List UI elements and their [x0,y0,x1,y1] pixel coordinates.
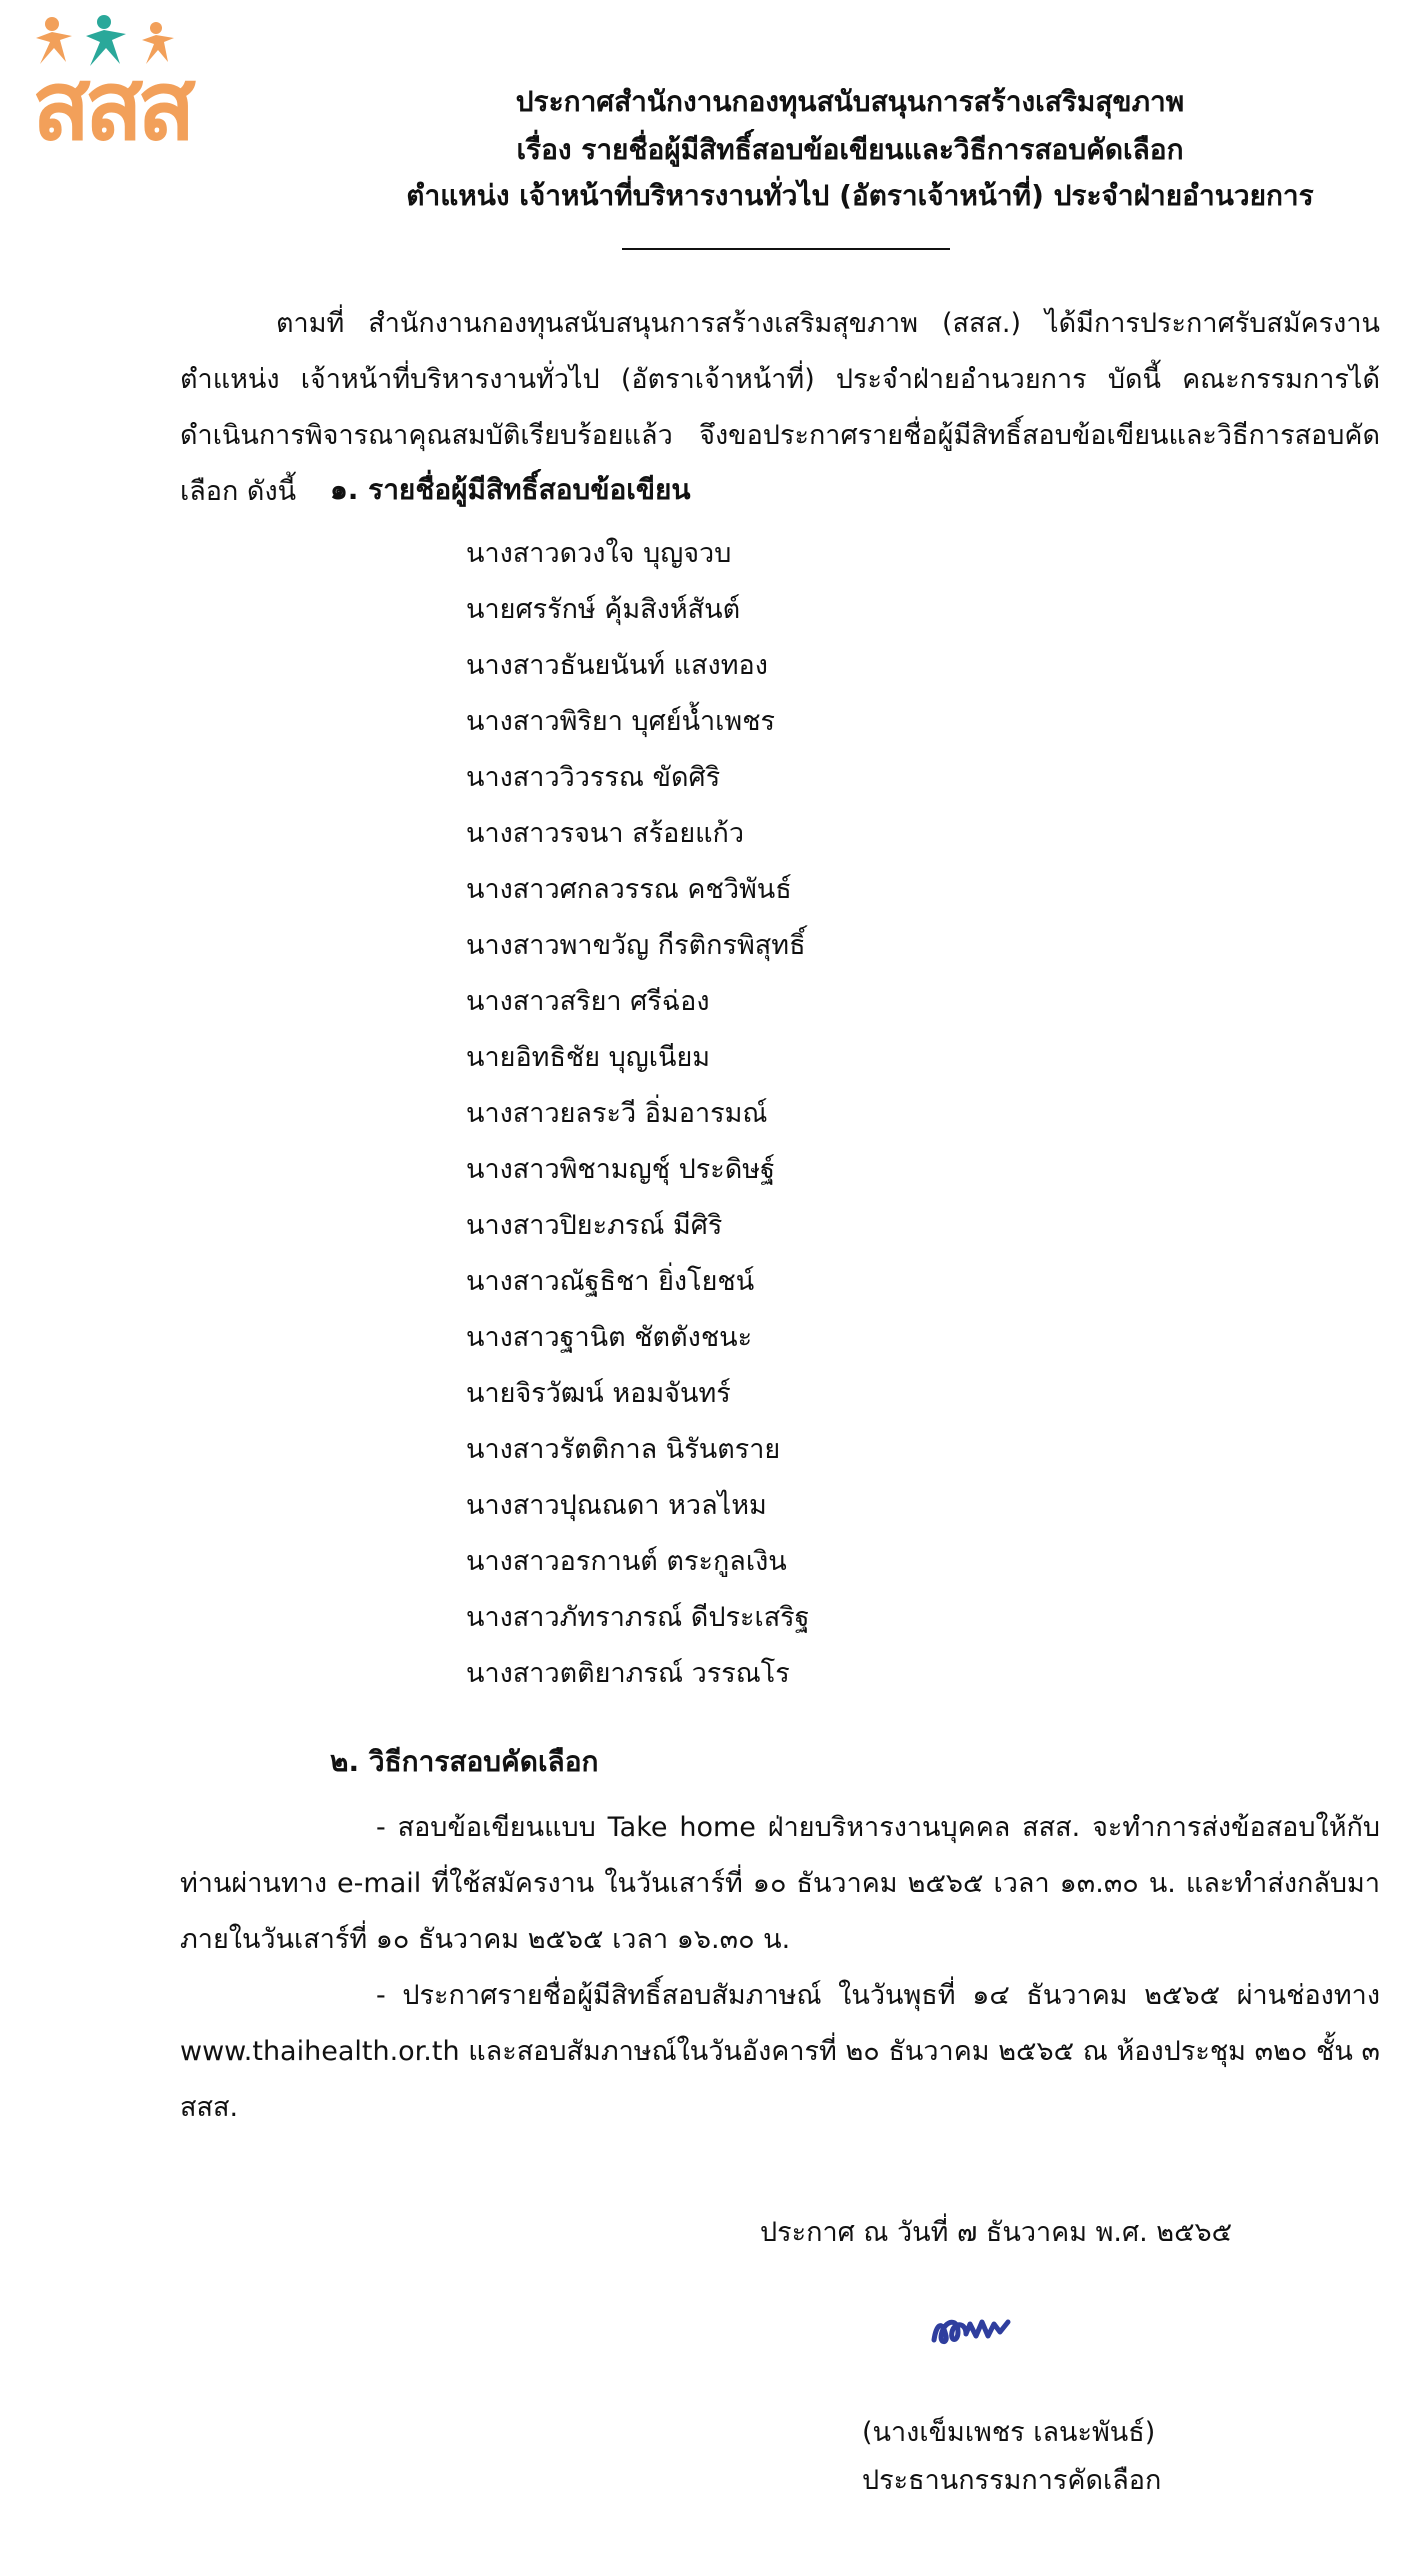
announcement-subject-line: เรื่อง รายชื่อผู้มีสิทธิ์สอบข้อเขียนและวิธีการสอบคัดเลือก [516,133,1184,166]
signer-name: (นางเข็มเพชร เลนะพันธ์) [862,2417,1156,2448]
candidate-name: นายจิรวัฒน์ หอมจันทร์ [466,1378,731,1409]
announcement-date: ประกาศ ณ วันที่ ๗ ธันวาคม พ.ศ. ๒๕๖๕ [760,2217,1233,2248]
candidate-name: นางสาวสริยา ศรีฉ่อง [466,986,710,1017]
candidate-name: นางสาวดวงใจ บุญจวบ [466,538,732,569]
candidate-list [466,526,810,1702]
candidate-name: นางสาวปุณณดา หวลไหม [466,1490,767,1521]
candidate-name: นางสาวตติยาภรณ์ วรรณโร [466,1658,790,1689]
exam-method-paragraph: - สอบข้อเขียนแบบ Take home ฝ่ายบริหารงานบุคคล สสส. จะทำการส่งข้อสอบให้กับท่านผ่านทาง e-mail ที่ใช้สมัครงาน ในวันเสาร์ที่ ๑๐ ธันวาคม ๒๕๖๕ เวลา ๑๓.๓๐ น. และทำส่งกลับมาภายในวันเสาร์ที่ ๑๐ ธันวาคม ๒๕๖๕ เวลา ๑๖.๓๐ น. [180,1812,1380,1955]
signature-icon [928,2296,1048,2356]
logo-wordmark: สสส [32,50,190,162]
candidate-name: นางสาวปิยะภรณ์ มีศิริ [466,1210,723,1241]
section1-heading: ๑. รายชื่อผู้มีสิทธิ์สอบข้อเขียน [330,473,691,506]
candidate-name: นางสาวยลระวี อิ่มอารมณ์ [466,1098,768,1129]
intro-paragraph: ตามที่ สำนักงานกองทุนสนับสนุนการสร้างเสริมสุขภาพ (สสส.) ได้มีการประกาศรับสมัครงาน ตำแหน่ง เจ้าหน้าที่บริหารงานทั่วไป (อัตราเจ้าหน้าที่) ประจำฝ่ายอำนวยการ บัดนี้ คณะกรรมการได้ดำเนินการพิจารณาคุณสมบัติเรียบร้อยแล้ว จึงขอประกาศรายชื่อผู้มีสิทธิ์สอบข้อเขียนและวิธีการสอบคัดเลือก ดังนี้ [180,308,1380,507]
candidate-name: นางสาวพิริยา บุศย์น้ำเพชร [466,706,776,737]
candidate-name: นางสาวภัทราภรณ์ ดีประเสริฐ [466,1602,810,1633]
candidate-name: นายศรรักษ์ คุ้มสิงห์สันต์ [466,594,741,625]
thaihealth-logo [32,14,252,164]
candidate-name: นางสาวพิชามญชุ์ ประดิษฐ์ [466,1154,775,1185]
header-divider [622,248,950,250]
signer-title: ประธานกรรมการคัดเลือก [862,2465,1162,2496]
candidate-name: นางสาวธันยนันท์ แสงทอง [466,650,768,681]
candidate-name: นางสาวพาขวัญ กีรติกรพิสุทธิ์ [466,930,806,961]
announcement-title-line1: ประกาศสำนักงานกองทุนสนับสนุนการสร้างเสริมสุขภาพ [515,85,1185,118]
candidate-name: นางสาวศกลวรรณ คชวิพันธ์ [466,874,792,905]
announcement-position-line: ตำแหน่ง เจ้าหน้าที่บริหารงานทั่วไป (อัตราเจ้าหน้าที่) ประจำฝ่ายอำนวยการ [406,179,1314,212]
section2-heading: ๒. วิธีการสอบคัดเลือก [330,1745,599,1778]
candidate-name: นางสาววิวรรณ ขัดศิริ [466,762,721,793]
candidate-name: นายอิทธิชัย บุญเนียม [466,1042,711,1073]
candidate-name: นางสาวอรกานต์ ตระกูลเงิน [466,1546,787,1577]
candidate-name: นางสาวณัฐธิชา ยิ่งโยชน์ [466,1266,755,1297]
candidate-name: นางสาวรจนา สร้อยแก้ว [466,818,745,849]
candidate-name: นางสาวรัตติกาล นิรันตราย [466,1434,781,1465]
interview-paragraph: - ประกาศรายชื่อผู้มีสิทธิ์สอบสัมภาษณ์ ในวันพุธที่ ๑๔ ธันวาคม ๒๕๖๕ ผ่านช่องทาง www.thaihealth.or.th และสอบสัมภาษณ์ในวันอังคารที่ ๒๐ ธันวาคม ๒๕๖๕ ณ ห้องประชุม ๓๒๐ ชั้น ๓ สสส. [180,1980,1380,2123]
candidate-name: นางสาวฐานิต ชัตตังชนะ [466,1322,753,1353]
